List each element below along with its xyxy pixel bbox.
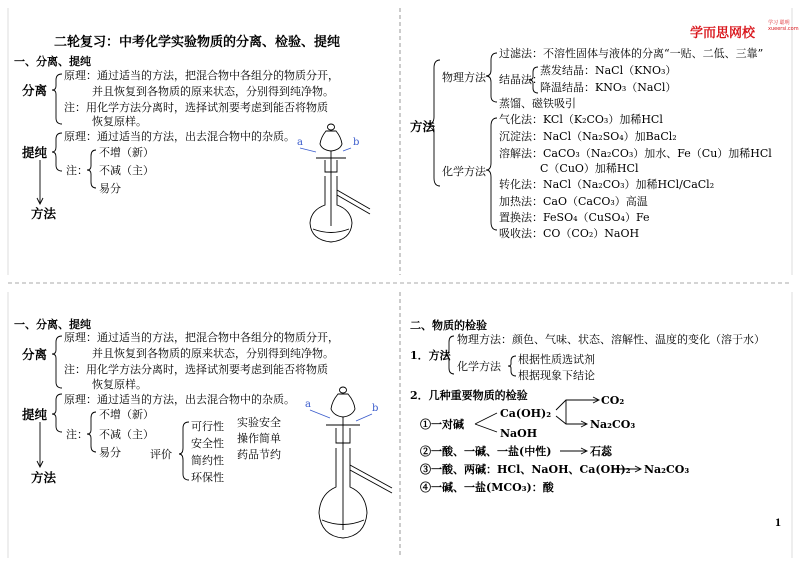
- slide1-yuanli-1: 原理：通过适当的方法，把混合物中各组分的物质分开，: [64, 69, 339, 82]
- slide3-item-0: 不增（新）: [99, 408, 154, 421]
- slide1-label-b: b: [353, 137, 360, 148]
- slide4-i3-label: ③一酸、两碱：HCl、NaOH、Ca(OH)₂: [420, 463, 631, 476]
- slide3-criteria-0: 可行性: [191, 420, 224, 433]
- slide1-item-0: 不增（新）: [99, 146, 154, 159]
- funnel-bulb-2: [331, 394, 355, 417]
- slide1-yuanli-2: 并且恢复到各物质的原来状态，分别得到纯净物。: [92, 85, 334, 98]
- slide2-jiangwen: 降温结晶：KNO₃（NaCl）: [540, 81, 677, 94]
- slide4-co2: CO₂: [601, 394, 625, 407]
- brace-zhu: [87, 150, 96, 188]
- slide3-note-2: 药品节约: [237, 448, 281, 461]
- slide4-sub2: 2．几种重要物质的检验: [410, 389, 528, 402]
- brace-fenli: [52, 74, 62, 124]
- slide1-fenli-label: 分离: [22, 83, 48, 98]
- slide1-item-2: 易分: [99, 182, 121, 195]
- slide3-section: 一、分离、提纯: [14, 318, 91, 331]
- slide3-criteria-2: 简约性: [191, 454, 224, 467]
- slide1-zhu-1: 注：用化学方法分离时，选择试剂要考虑到能否将物质: [64, 101, 328, 114]
- slide3-pingjia: 评价: [150, 448, 172, 461]
- slide3-zhu-1: 注：用化学方法分离时，选择试剂要考虑到能否将物质: [64, 363, 328, 376]
- slide3-item-1: 不减（主）: [99, 428, 154, 441]
- slide2-fangfa: 方法: [410, 119, 436, 134]
- slide3-label-b: b: [372, 403, 379, 414]
- funnel-stopper-2: [340, 387, 347, 393]
- apparatus-1: [300, 124, 370, 242]
- slide2-xishou: 吸收法：CO（CO₂）NaOH: [499, 227, 640, 240]
- slide2-zhengliu: 蒸馏、磁铁吸引: [499, 97, 576, 110]
- slide2-rongjie-1: 溶解法：CaCO₃（Na₂CO₃）加水、Fe（Cu）加稀HCl: [499, 147, 772, 160]
- brand-logo-sub: 学习 聪明 xueersi.com: [768, 20, 799, 32]
- slide3-criteria-1: 安全性: [191, 437, 224, 450]
- brace-wuli: [486, 53, 497, 102]
- brand-logo: 学而思网校: [690, 26, 756, 41]
- slide4-section: 二、物质的检验: [410, 319, 487, 332]
- slide3-tichun-yuanli: 原理：通过适当的方法，出去混合物中的杂质。: [64, 393, 295, 406]
- brace-huaxue-4: [508, 356, 516, 376]
- slide2-zhuanhua: 转化法：NaCl（Na₂CO₃）加稀HCl/CaCl₂: [499, 178, 715, 191]
- side-arm-1: [337, 190, 370, 209]
- slide1-label-a: a: [297, 137, 303, 148]
- slide3-yuanli-1: 原理：通过适当的方法，把混合物中各组分的物质分开，: [64, 331, 339, 344]
- arrow-to-na2co3: [556, 416, 586, 424]
- slide4-hx-2: 根据现象下结论: [518, 369, 595, 382]
- slide2-chendian: 沉淀法：NaCl（Na₂SO₄）加BaCl₂: [499, 130, 677, 143]
- side-arm-2b: [350, 470, 392, 493]
- slide1-fangfa: 方法: [31, 206, 57, 221]
- brace-tichun: [52, 133, 62, 171]
- slide3-fenli-label: 分离: [22, 347, 48, 362]
- slide3-tichun-label: 提纯: [22, 407, 48, 422]
- arrow-to-co2: [556, 400, 598, 410]
- slide3-note-0: 实验安全: [237, 416, 281, 429]
- slide4-i1-label: ①一对碱: [420, 418, 464, 431]
- slide4-i2-label: ②一酸、一碱、一盐(中性): [420, 445, 552, 458]
- slide1-zhu-2: 恢复原样。: [92, 115, 147, 128]
- line-to-caoh2: [475, 413, 497, 424]
- slide2-qihua: 气化法：KCl（K₂CO₃）加稀HCl: [499, 113, 663, 126]
- slide4-huaxue: 化学方法: [457, 360, 501, 373]
- brace-fenli-3: [52, 336, 62, 388]
- slide4-hx-1: 根据性质选试剂: [518, 353, 595, 366]
- slide1-tichun-label: 提纯: [22, 145, 48, 160]
- slide2-zhihuan: 置换法：FeSO₄（CuSO₄）Fe: [499, 211, 650, 224]
- slide4-caoh2: Ca(OH)₂: [500, 407, 552, 420]
- apparatus-2: [310, 387, 392, 538]
- slide4-fangfa: 1．方法: [410, 349, 451, 362]
- pointer-a-2: [310, 410, 330, 418]
- funnel-stopper-1: [328, 124, 335, 130]
- slide2-guolv: 过滤法：不溶性固体与液体的分离“一贴、二低、三靠”: [499, 47, 764, 60]
- slide1-item-1: 不减（主）: [99, 164, 154, 177]
- line-to-naoh: [475, 424, 497, 432]
- slide3-zhu-2: 恢复原样。: [92, 378, 147, 391]
- slide1-section: 一、分离、提纯: [14, 55, 91, 68]
- slide2-wuli: 物理方法: [442, 71, 486, 84]
- slide2-rongjie-2: C（CuO）加稀HCl: [540, 162, 639, 175]
- slide1-tichun-yuanli: 原理：通过适当的方法，出去混合物中的杂质。: [64, 130, 295, 143]
- brace-tichun-3: [52, 394, 62, 432]
- slide3-item-2: 易分: [99, 446, 121, 459]
- slide1-title: 二轮复习：中考化学实验物质的分离、检验、提纯: [54, 35, 341, 50]
- slide4-i2-result: 石蕊: [590, 445, 612, 458]
- slide4-na2co3: Na₂CO₃: [590, 418, 636, 431]
- pointer-b-1: [343, 148, 351, 151]
- slide3-yuanli-2: 并且恢复到各物质的原来状态，分别得到纯净物。: [92, 347, 334, 360]
- slide4-naoh: NaOH: [500, 427, 538, 440]
- slide1-zhu-label: 注：: [66, 164, 88, 177]
- slide2-huaxue: 化学方法: [442, 165, 486, 178]
- page-number: 1: [775, 515, 781, 529]
- side-arm-1b: [337, 195, 370, 214]
- brace-zhu-3: [87, 412, 96, 452]
- slide4-i4-label: ④一碱、一盐(MCO₃)：酸: [420, 481, 554, 494]
- slide3-zhu-label: 注：: [66, 428, 88, 441]
- liquid-line-1: [313, 229, 349, 233]
- pointer-b-2: [356, 414, 372, 421]
- side-arm-2: [350, 465, 392, 488]
- slide2-jiare: 加热法：CaO（CaCO₃）高温: [499, 195, 648, 208]
- slide2-jiejing: 结晶法：: [499, 73, 543, 86]
- slide2-zhengfa: 蒸发结晶：NaCl（KNO₃）: [540, 64, 677, 77]
- slide3-label-a: a: [305, 399, 311, 410]
- slide3-criteria-3: 环保性: [191, 471, 224, 484]
- slide3-note-1: 操作简单: [237, 432, 281, 445]
- brace-pingjia: [179, 422, 189, 480]
- slide3-fangfa: 方法: [31, 470, 57, 485]
- slide4-i3-result: Na₂CO₃: [644, 463, 690, 476]
- funnel-bulb-1: [320, 131, 342, 151]
- brace-huaxue: [486, 118, 497, 230]
- slide4-wuli: 物理方法：颜色、气味、状态、溶解性、温度的变化（溶于水）: [457, 333, 765, 346]
